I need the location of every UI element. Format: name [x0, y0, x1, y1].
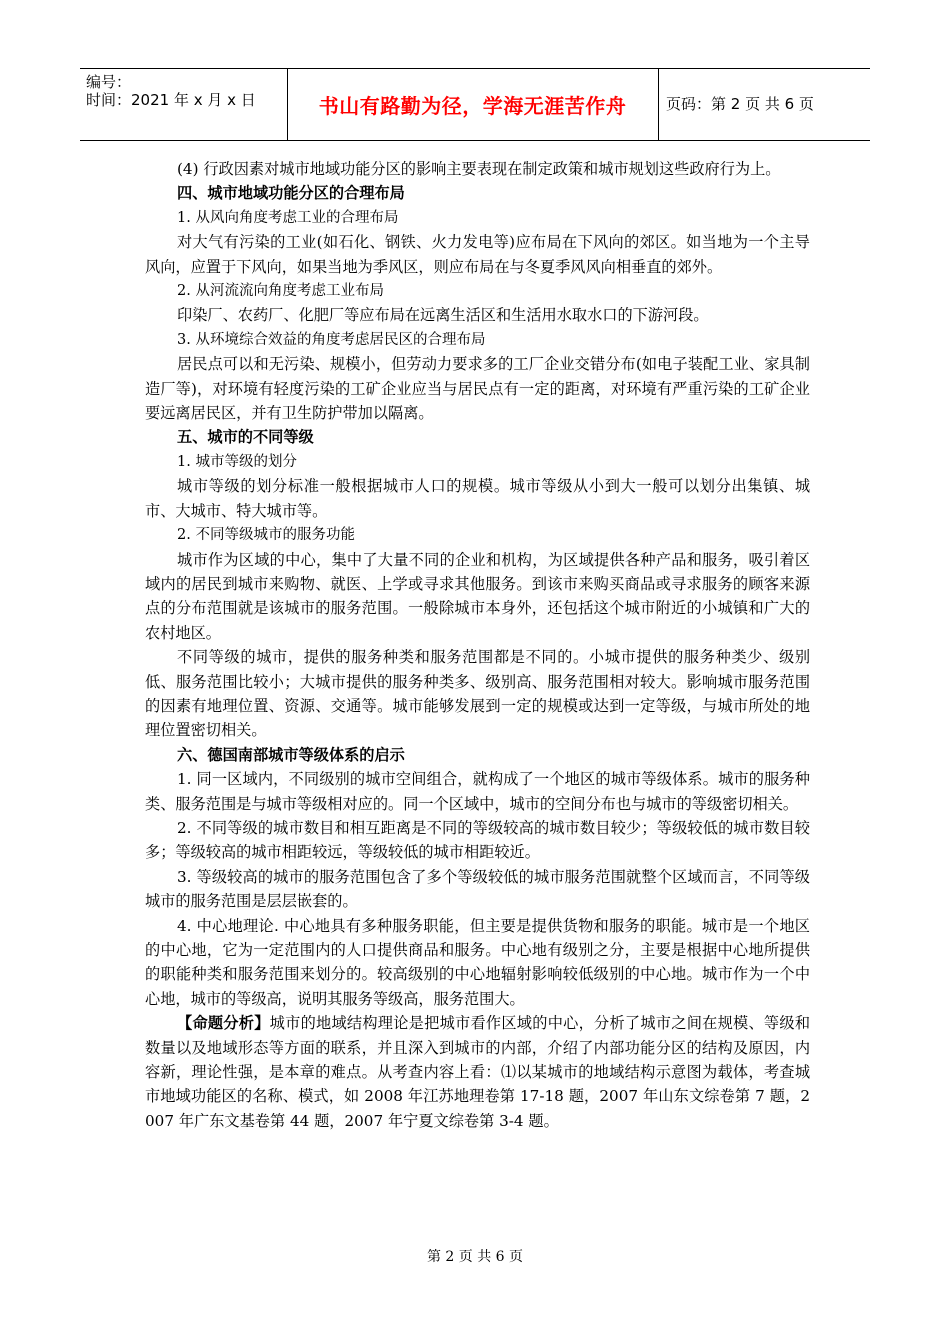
- paragraph: 居民点可以和无污染、规模小，但劳动力要求多的工厂企业交错分布(如电子装配工业、家具制造厂等)，对环境有轻度污染的工矿企业应当与居民点有一定的距离，对环境有严重污染的工矿企业要远离居民区，并有卫生防护带加以隔离。: [145, 355, 810, 423]
- section-heading-5: 五、城市的不同等级: [177, 428, 314, 447]
- paragraph: 2. 不同等级的城市数目和相互距离是不同的等级较高的城市数目较少；等级较低的城市数目较多；等级较高的城市相距较远，等级较低的城市相距较近。: [145, 818, 810, 862]
- paragraph: 对大气有污染的工业(如石化、钢铁、火力发电等)应布局在下风向的郊区。如当地为一个主导风向，应置于下风向，如果当地为季风区，则应布局在与冬夏季风风向相垂直的郊外。: [145, 233, 810, 276]
- paragraph: 4. 中心地理论. 中心地具有多种服务职能，但主要是提供货物和服务的职能。城市是一个地区的中心地，它为一定范围内的人口提供商品和服务。中心地有级别之分，主要是根据中心地所提供的职能种类和服务范围来划分的。较高级别的中心地辐射影响较低级别的中心地。城市作为一个中心地，城市的等级高，说明其服务等级高，服务范围大。: [145, 916, 810, 1008]
- subheading: 3. 从环境综合效益的角度考虑居民区的合理布局: [177, 331, 486, 348]
- document-number-label: 编号：: [86, 73, 132, 91]
- paragraph: 不同等级的城市，提供的服务种类和服务范围都是不同的。小城市提供的服务种类少、级别低、服务范围比较小；大城市提供的服务种类多、级别高、服务范围相对较大。影响城市服务范围的因素有地理位置、资源、交通等。城市能够发展到一定的规模或达到一定等级，与城市所处的地理位置密切相关。: [145, 648, 810, 740]
- subheading: 1. 从风向角度考虑工业的合理布局: [177, 209, 399, 226]
- subheading: 2. 不同等级城市的服务功能: [177, 527, 355, 544]
- paragraph: 城市作为区域的中心，集中了大量不同的企业和机构，为区域提供各种产品和服务，吸引着区域内的居民到城市来购物、就医、上学或寻求其他服务。到该市来购买商品或寻求服务的顾客来源点的分布范围就是该城市的服务范围。一般除城市本身外，还包括这个城市附近的小城镇和广大的农村地区。: [145, 550, 810, 642]
- header-bottom-rule: [80, 140, 870, 141]
- document-body: [145, 157, 810, 1133]
- document-date-label: 时间：2021 年 x 月 x 日: [86, 91, 256, 109]
- paragraph: 城市等级的划分标准一般根据城市人口的规模。城市等级从小到大一般可以划分出集镇、城市、大城市、特大城市等。: [145, 477, 810, 520]
- paragraph: (4) 行政因素对城市地域功能分区的影响主要表现在制定政策和城市规划这些政府行为上。: [177, 160, 781, 178]
- analysis-text: 城市的地域结构理论是把城市看作区域的中心，分析了城市之间在规模、等级和数量以及地域形态等方面的联系，并且深入到城市的内部，介绍了内部功能分区的结构及原因，内容新，理论性强，是本章的难点。从考查内容上看：⑴以某城市的地域结构示意图为载体，考查城市地域功能区的名称、模式，如 2008 年江苏地理卷第 17-18 题，2007 年山东文综卷第 7 题，2007 年广东文基卷第 44 题，2007 年宁夏文综卷第 3-4 题。: [145, 1014, 810, 1130]
- analysis-label: 【命题分析】: [177, 1014, 270, 1033]
- paragraph: 3. 等级较高的城市的服务范围包含了多个等级较低的城市服务范围就整个区域而言，不同等级城市的服务范围是层层嵌套的。: [145, 867, 810, 911]
- header-motto: 书山有路勤为径，学海无涯苦作舟: [318, 93, 627, 118]
- subheading: 1. 城市等级的划分: [177, 453, 297, 470]
- subheading: 2. 从河流流向角度考虑工业布局: [177, 283, 384, 300]
- section-heading-6: 六、德国南部城市等级体系的启示: [177, 745, 405, 764]
- header-page-number: 页码：第 2 页 共 6 页: [666, 95, 814, 113]
- analysis-paragraph: [145, 1011, 810, 1133]
- page-footer: 第 2 页 共 6 页: [426, 1249, 524, 1265]
- paragraph: 印染厂、农药厂、化肥厂等应布局在远离生活区和生活用水取水口的下游河段。: [177, 306, 709, 325]
- paragraph: 1. 同一区域内，不同级别的城市空间组合，就构成了一个地区的城市等级体系。城市的服务种类、服务范围是与城市等级相对应的。同一个区域中，城市的空间分布也与城市的等级密切相关。: [145, 770, 810, 813]
- header-divider-right: [658, 68, 659, 140]
- page-header: [80, 68, 870, 140]
- section-heading-4: 四、城市地域功能分区的合理布局: [177, 184, 405, 203]
